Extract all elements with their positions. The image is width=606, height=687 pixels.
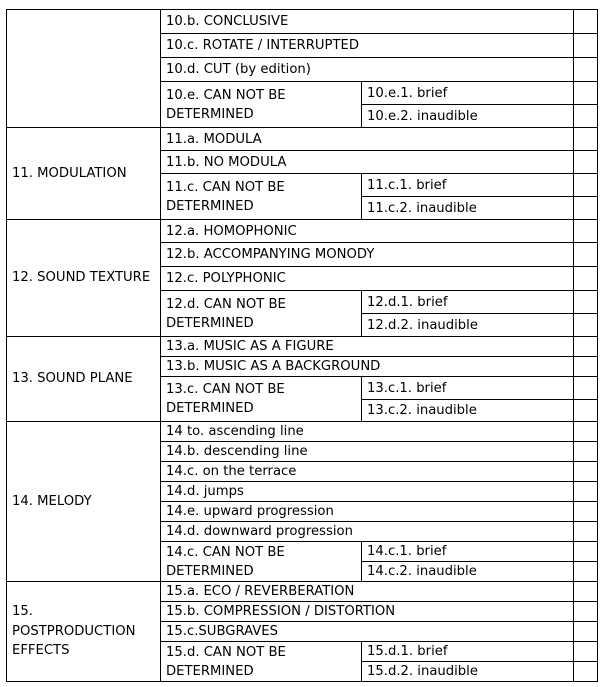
- category-cell-10: [7, 10, 161, 128]
- option-label: 13.a. MUSIC AS A FIGURE: [161, 337, 574, 357]
- option-label: 12.a. HOMOPHONIC: [161, 220, 574, 243]
- checkbox-cell[interactable]: [574, 542, 598, 562]
- checkbox-cell[interactable]: [574, 422, 598, 442]
- checkbox-cell[interactable]: [574, 314, 598, 337]
- option-label: 15.d. CAN NOT BE DETERMINED: [161, 642, 362, 682]
- option-label: 14.c. on the terrace: [161, 462, 574, 482]
- table-row: [7, 337, 598, 357]
- option-label: 11.a. MODULA: [161, 128, 574, 151]
- sub-option-label: 15.d.2. inaudible: [362, 662, 574, 682]
- table-row: [7, 582, 598, 602]
- checkbox-cell[interactable]: [574, 58, 598, 82]
- checkbox-cell[interactable]: [574, 128, 598, 151]
- checkbox-cell[interactable]: [574, 482, 598, 502]
- table-row: [7, 220, 598, 243]
- checkbox-cell[interactable]: [574, 151, 598, 174]
- sub-option-label: 15.d.1. brief: [362, 642, 574, 662]
- sub-option-label: 14.c.2. inaudible: [362, 562, 574, 582]
- checkbox-cell[interactable]: [574, 243, 598, 267]
- sub-option-label: 13.c.1. brief: [362, 377, 574, 400]
- checkbox-cell[interactable]: [574, 642, 598, 662]
- checkbox-cell[interactable]: [574, 662, 598, 682]
- sub-option-label: 12.d.1. brief: [362, 291, 574, 314]
- checkbox-cell[interactable]: [574, 10, 598, 34]
- category-table: [6, 9, 598, 682]
- option-label: 15.c.SUBGRAVES: [161, 622, 574, 642]
- option-label: 12.b. ACCOMPANYING MONODY: [161, 243, 574, 267]
- checkbox-cell[interactable]: [574, 82, 598, 105]
- sub-option-label: 13.c.2. inaudible: [362, 400, 574, 422]
- checkbox-cell[interactable]: [574, 442, 598, 462]
- sub-option-label: 12.d.2. inaudible: [362, 314, 574, 337]
- category-cell-11: 11. MODULATION: [7, 128, 161, 220]
- option-label: 14.e. upward progression: [161, 502, 574, 522]
- option-label: 12.c. POLYPHONIC: [161, 267, 574, 291]
- checkbox-cell[interactable]: [574, 377, 598, 400]
- checkbox-cell[interactable]: [574, 582, 598, 602]
- table-row: [7, 422, 598, 442]
- sub-option-label: 11.c.1. brief: [362, 174, 574, 197]
- checkbox-cell[interactable]: [574, 174, 598, 197]
- option-label: 10.b. CONCLUSIVE: [161, 10, 574, 34]
- checkbox-cell[interactable]: [574, 502, 598, 522]
- option-label: 14 to. ascending line: [161, 422, 574, 442]
- checkbox-cell[interactable]: [574, 267, 598, 291]
- option-label: 15.b. COMPRESSION / DISTORTION: [161, 602, 574, 622]
- option-label: 14.d. jumps: [161, 482, 574, 502]
- coding-sheet: [6, 9, 598, 682]
- sub-option-label: 14.c.1. brief: [362, 542, 574, 562]
- category-cell-12: 12. SOUND TEXTURE: [7, 220, 161, 337]
- table-row: [7, 128, 598, 151]
- option-label: 11.c. CAN NOT BE DETERMINED: [161, 174, 362, 220]
- checkbox-cell[interactable]: [574, 622, 598, 642]
- checkbox-cell[interactable]: [574, 400, 598, 422]
- option-label: 13.b. MUSIC AS A BACKGROUND: [161, 357, 574, 377]
- checkbox-cell[interactable]: [574, 462, 598, 482]
- checkbox-cell[interactable]: [574, 562, 598, 582]
- option-label: 14.c. CAN NOT BE DETERMINED: [161, 542, 362, 582]
- table-row: [7, 10, 598, 34]
- option-label: 10.c. ROTATE / INTERRUPTED: [161, 34, 574, 58]
- checkbox-cell[interactable]: [574, 105, 598, 128]
- checkbox-cell[interactable]: [574, 522, 598, 542]
- sub-option-label: 11.c.2. inaudible: [362, 197, 574, 220]
- category-cell-15: 15. POSTPRODUCTION EFFECTS: [7, 582, 161, 682]
- checkbox-cell[interactable]: [574, 34, 598, 58]
- checkbox-cell[interactable]: [574, 337, 598, 357]
- option-label: 12.d. CAN NOT BE DETERMINED: [161, 291, 362, 337]
- checkbox-cell[interactable]: [574, 197, 598, 220]
- checkbox-cell[interactable]: [574, 220, 598, 243]
- option-label: 14.d. downward progression: [161, 522, 574, 542]
- option-label: 10.d. CUT (by edition): [161, 58, 574, 82]
- checkbox-cell[interactable]: [574, 291, 598, 314]
- category-cell-13: 13. SOUND PLANE: [7, 337, 161, 422]
- category-cell-14: 14. MELODY: [7, 422, 161, 582]
- checkbox-cell[interactable]: [574, 602, 598, 622]
- sub-option-label: 10.e.2. inaudible: [362, 105, 574, 128]
- sub-option-label: 10.e.1. brief: [362, 82, 574, 105]
- checkbox-cell[interactable]: [574, 357, 598, 377]
- option-label: 14.b. descending line: [161, 442, 574, 462]
- option-label: 13.c. CAN NOT BE DETERMINED: [161, 377, 362, 422]
- option-label: 10.e. CAN NOT BE DETERMINED: [161, 82, 362, 128]
- option-label: 15.a. ECO / REVERBERATION: [161, 582, 574, 602]
- option-label: 11.b. NO MODULA: [161, 151, 574, 174]
